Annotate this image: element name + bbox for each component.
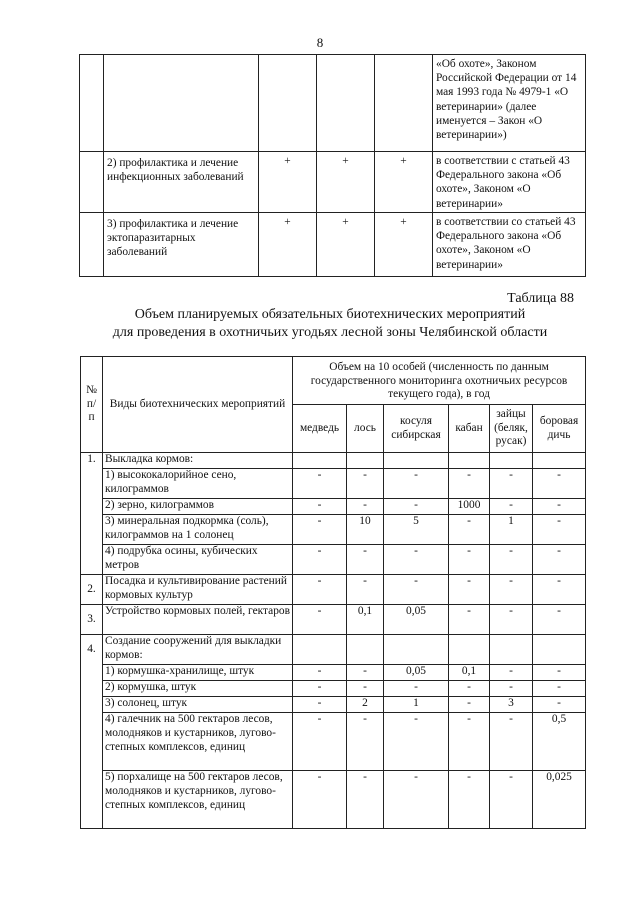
value-cell: - (449, 545, 490, 575)
value-cell: - (293, 545, 347, 575)
value-cell: - (347, 499, 384, 515)
value-cell: - (384, 771, 449, 829)
value-cell: - (293, 713, 347, 771)
mark-cell: + (259, 152, 317, 213)
table-row (81, 515, 586, 545)
value-cell: - (533, 515, 586, 545)
value-cell: - (449, 515, 490, 545)
row-label: 1) высококалорийное сено, килограммов (103, 469, 293, 499)
table-row (81, 605, 586, 635)
value-cell: - (533, 697, 586, 713)
value-cell (293, 635, 347, 665)
table-row (81, 713, 586, 771)
value-cell: 0,05 (384, 665, 449, 681)
legal-basis: в соответствии с статьей 43 Федерального закона «Об охоте», Законом «О ветеринарии» (433, 152, 586, 213)
value-cell: - (293, 681, 347, 697)
value-cell (384, 635, 449, 665)
mark-cell: + (375, 213, 433, 277)
table-row (81, 665, 586, 681)
value-cell: - (533, 681, 586, 697)
table-row (80, 55, 586, 152)
value-cell: - (490, 681, 533, 697)
measure-label: 3) профилактика и лечение эктопаразитарных заболеваний (104, 213, 259, 277)
value-cell: - (449, 771, 490, 829)
header-number: № п/п (81, 357, 103, 453)
row-number: 3. (81, 605, 103, 635)
header-volume: Объем на 10 особей (численность по данным государственного мониторинга охотничьих ресурсов текущего года), в год (293, 357, 586, 405)
value-cell: - (490, 545, 533, 575)
value-cell: - (384, 681, 449, 697)
row-label: 4) подрубка осины, кубических метров (103, 545, 293, 575)
value-cell: 5 (384, 515, 449, 545)
value-cell: - (533, 575, 586, 605)
title-line: для проведения в охотничьих угодьях лесной зоны Челябинской области (112, 325, 548, 340)
mark-cell: + (259, 213, 317, 277)
value-cell: 0,1 (449, 665, 490, 681)
table-row (81, 681, 586, 697)
value-cell: - (533, 469, 586, 499)
mark-cell (317, 55, 375, 152)
value-cell: - (533, 545, 586, 575)
table-row (81, 575, 586, 605)
value-cell: 2 (347, 697, 384, 713)
value-cell: - (347, 771, 384, 829)
value-cell: - (293, 605, 347, 635)
value-cell: - (449, 713, 490, 771)
mark-cell: + (317, 213, 375, 277)
value-cell: - (533, 605, 586, 635)
value-cell: - (347, 713, 384, 771)
header-species: боровая дичь (533, 405, 586, 453)
value-cell: 1 (384, 697, 449, 713)
value-cell (490, 635, 533, 665)
value-cell: - (490, 469, 533, 499)
table-row (80, 152, 586, 213)
value-cell: - (384, 469, 449, 499)
row-label: 4) галечник на 500 гектаров лесов, молодняков и кустарников, лугово-степных комплексов, единиц (103, 713, 293, 771)
row-label: 2) кормушка, штук (103, 681, 293, 697)
header-species: лось (347, 405, 384, 453)
value-cell: 10 (347, 515, 384, 545)
value-cell: - (533, 499, 586, 515)
table-row (81, 697, 586, 713)
value-cell (449, 635, 490, 665)
value-cell: - (449, 469, 490, 499)
table-row (81, 469, 586, 499)
row-label: 5) порхалище на 500 гектаров лесов, молодняков и кустарников, лугово-степных комплексов, единиц (103, 771, 293, 829)
row-number-cell (80, 213, 104, 277)
value-cell (490, 453, 533, 469)
table-row (81, 771, 586, 829)
table-row (80, 213, 586, 277)
row-number: 2. (81, 575, 103, 605)
value-cell: - (384, 713, 449, 771)
mark-cell: + (317, 152, 375, 213)
value-cell: - (347, 575, 384, 605)
value-cell: - (449, 697, 490, 713)
header-activity: Виды биотехнических мероприятий (103, 357, 293, 453)
header-species: кабан (449, 405, 490, 453)
value-cell: - (293, 771, 347, 829)
header-species: медведь (293, 405, 347, 453)
row-number: 4. (81, 635, 103, 829)
biotechnical-measures-table (80, 356, 586, 829)
value-cell: - (490, 575, 533, 605)
row-label: Посадка и культивирование растений кормовых культур (103, 575, 293, 605)
mark-cell: + (375, 152, 433, 213)
value-cell: - (490, 771, 533, 829)
mark-cell (375, 55, 433, 152)
measure-label: 2) профилактика и лечение инфекционных заболеваний (104, 152, 259, 213)
value-cell (533, 635, 586, 665)
row-label: 3) солонец, штук (103, 697, 293, 713)
value-cell: - (293, 499, 347, 515)
value-cell: - (449, 605, 490, 635)
value-cell: - (347, 469, 384, 499)
value-cell: - (384, 545, 449, 575)
value-cell (293, 453, 347, 469)
value-cell: - (449, 681, 490, 697)
value-cell: - (347, 681, 384, 697)
legal-basis: «Об охоте», Законом Российской Федерации от 14 мая 1993 года № 4979-1 «О ветеринарии» (далее именуется – Закон «О ветеринарии») (433, 55, 586, 152)
continuation-table (79, 54, 586, 277)
value-cell: - (293, 515, 347, 545)
row-number-cell (80, 55, 104, 152)
table-caption: Таблица 88 (507, 291, 574, 306)
value-cell (533, 453, 586, 469)
value-cell: - (293, 469, 347, 499)
value-cell (449, 453, 490, 469)
row-label: Выкладка кормов: (103, 453, 293, 469)
value-cell: 0,5 (533, 713, 586, 771)
value-cell: - (490, 665, 533, 681)
table-row (81, 635, 586, 665)
row-label: 3) минеральная подкормка (соль), килограммов на 1 солонец (103, 515, 293, 545)
value-cell (347, 453, 384, 469)
value-cell: - (384, 499, 449, 515)
value-cell (347, 635, 384, 665)
value-cell: 3 (490, 697, 533, 713)
value-cell: 0,025 (533, 771, 586, 829)
table-row (81, 453, 586, 469)
title-line: Объем планируемых обязательных биотехнических мероприятий (134, 307, 526, 322)
row-label: Устройство кормовых полей, гектаров (103, 605, 293, 635)
value-cell: - (490, 499, 533, 515)
value-cell: - (490, 605, 533, 635)
value-cell: - (490, 713, 533, 771)
row-label: 1) кормушка-хранилище, штук (103, 665, 293, 681)
legal-basis: в соответствии со статьей 43 Федерального закона «Об охоте», Законом «О ветеринарии» (433, 213, 586, 277)
row-label: 2) зерно, килограммов (103, 499, 293, 515)
value-cell: 1 (490, 515, 533, 545)
table-row (81, 545, 586, 575)
mark-cell (259, 55, 317, 152)
header-row (81, 357, 586, 405)
row-number-cell (80, 152, 104, 213)
page-number: 8 (316, 35, 324, 50)
table-title (80, 306, 580, 342)
value-cell (384, 453, 449, 469)
row-number: 1. (81, 453, 103, 575)
value-cell: - (384, 575, 449, 605)
table-row (81, 499, 586, 515)
value-cell: - (347, 665, 384, 681)
value-cell: - (533, 665, 586, 681)
row-label: Создание сооружений для выкладки кормов: (103, 635, 293, 665)
measure-label (104, 55, 259, 152)
value-cell: 1000 (449, 499, 490, 515)
value-cell: - (347, 545, 384, 575)
value-cell: - (449, 575, 490, 605)
header-species: косуля сибирская (384, 405, 449, 453)
value-cell: - (293, 697, 347, 713)
value-cell: 0,05 (384, 605, 449, 635)
value-cell: 0,1 (347, 605, 384, 635)
value-cell: - (293, 665, 347, 681)
value-cell: - (293, 575, 347, 605)
header-species: зайцы (беляк, русак) (490, 405, 533, 453)
